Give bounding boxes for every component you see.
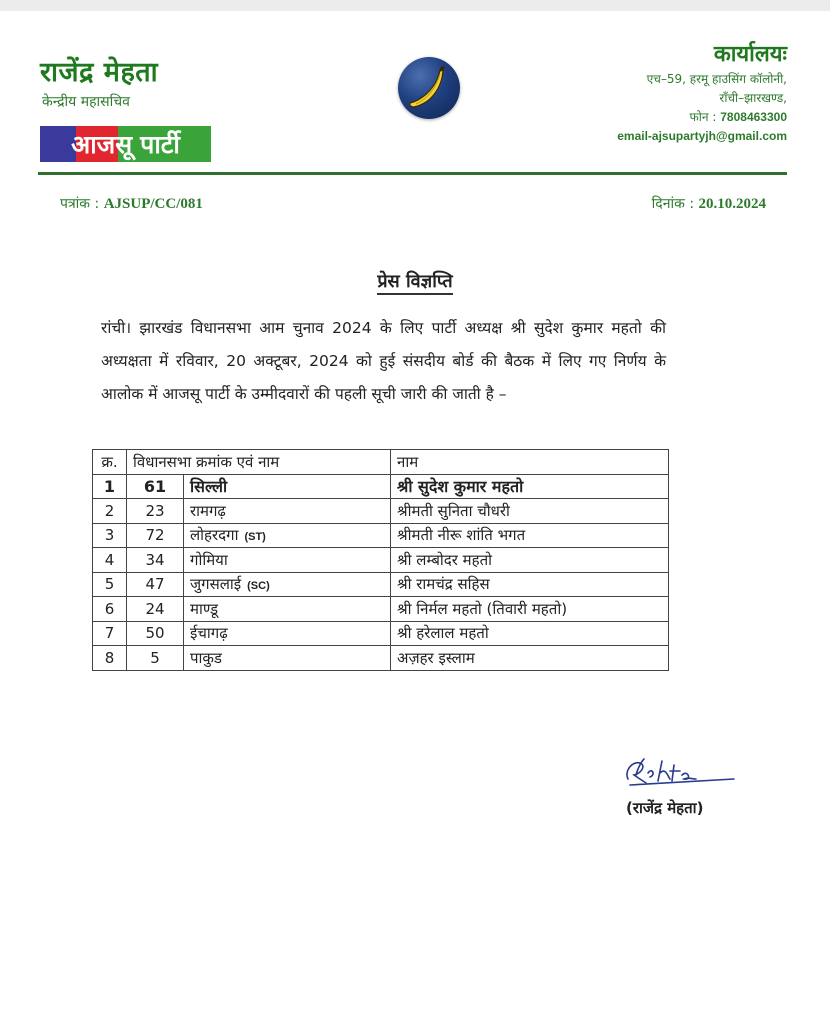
table-header-row [93, 450, 669, 475]
reservation-tag: (ST) [244, 531, 266, 544]
table-row: 6 24 माण्डू श्री निर्मल महतो (तिवारी महतो) [93, 597, 669, 622]
table-row: 7 50 ईचागढ़ श्री हरेलाल महतो [93, 621, 669, 646]
office-address-line-1: एच–59, हरमू हाउसिंग कॉलोनी, [646, 72, 787, 86]
header-constituency: विधानसभा क्रमांक एवं नाम [127, 450, 391, 475]
page-title: प्रेस विज्ञप्ति [0, 269, 830, 293]
press-release-body: रांची। झारखंड विधानसभा आम चुनाव 2024 के लिए पार्टी अध्यक्ष श्री सुदेश कुमार महतो की अध्यक्षता में रविवार, 20 अक्टूबर, 2024 को हुई संसदीय बोर्ड की बैठक में लिए गए निर्णय के आलोक में आजसू पार्टी के उम्मीदवारों की पहली सूची जारी की जाती है – [101, 319, 666, 403]
party-word-1: आजसू [71, 130, 133, 159]
office-email: email-ajsupartyjh@gmail.com [617, 129, 787, 143]
reservation-tag: (SC) [247, 580, 270, 593]
candidate-table [92, 449, 669, 671]
office-address-block [617, 40, 787, 146]
party-word-2: पार्टी [140, 130, 180, 159]
header-name: नाम [391, 450, 669, 475]
sender-name: राजेंद्र मेहता [40, 57, 159, 88]
banana-logo-icon [398, 57, 460, 119]
table-row: 3 72 लोहरदगा (ST) श्रीमती नीरू शांति भगत [93, 523, 669, 548]
office-address-line-2: राँची–झारखण्ड, [719, 91, 787, 105]
sender-designation: केन्द्रीय महासचिव [42, 94, 130, 110]
table-row: 8 5 पाकुड अज़हर इस्लाम [93, 646, 669, 671]
office-phone: फोन : 7808463300 [689, 110, 787, 124]
signatory-name: (राजेंद्र मेहता) [626, 799, 704, 817]
office-title: कार्यालयः [713, 42, 787, 67]
header-divider [38, 172, 787, 175]
signature-icon [622, 753, 752, 795]
table-row: 2 23 रामगढ़ श्रीमती सुनिता चौधरी [93, 499, 669, 524]
party-badge [40, 126, 211, 162]
table-row: 5 47 जुगसलाई (SC) श्री रामचंद्र सहिस [93, 572, 669, 597]
top-bar [0, 0, 830, 11]
table-row: 4 34 गोमिया श्री लम्बोदर महतो [93, 548, 669, 573]
header-serial: क्र. [93, 450, 127, 475]
table-row: 1 61 सिल्ली श्री सुदेश कुमार महतो [93, 474, 669, 499]
document-date: दिनांक : 20.10.2024 [651, 196, 766, 212]
reference-number: पत्रांक : AJSUP/CC/081 [60, 196, 203, 212]
